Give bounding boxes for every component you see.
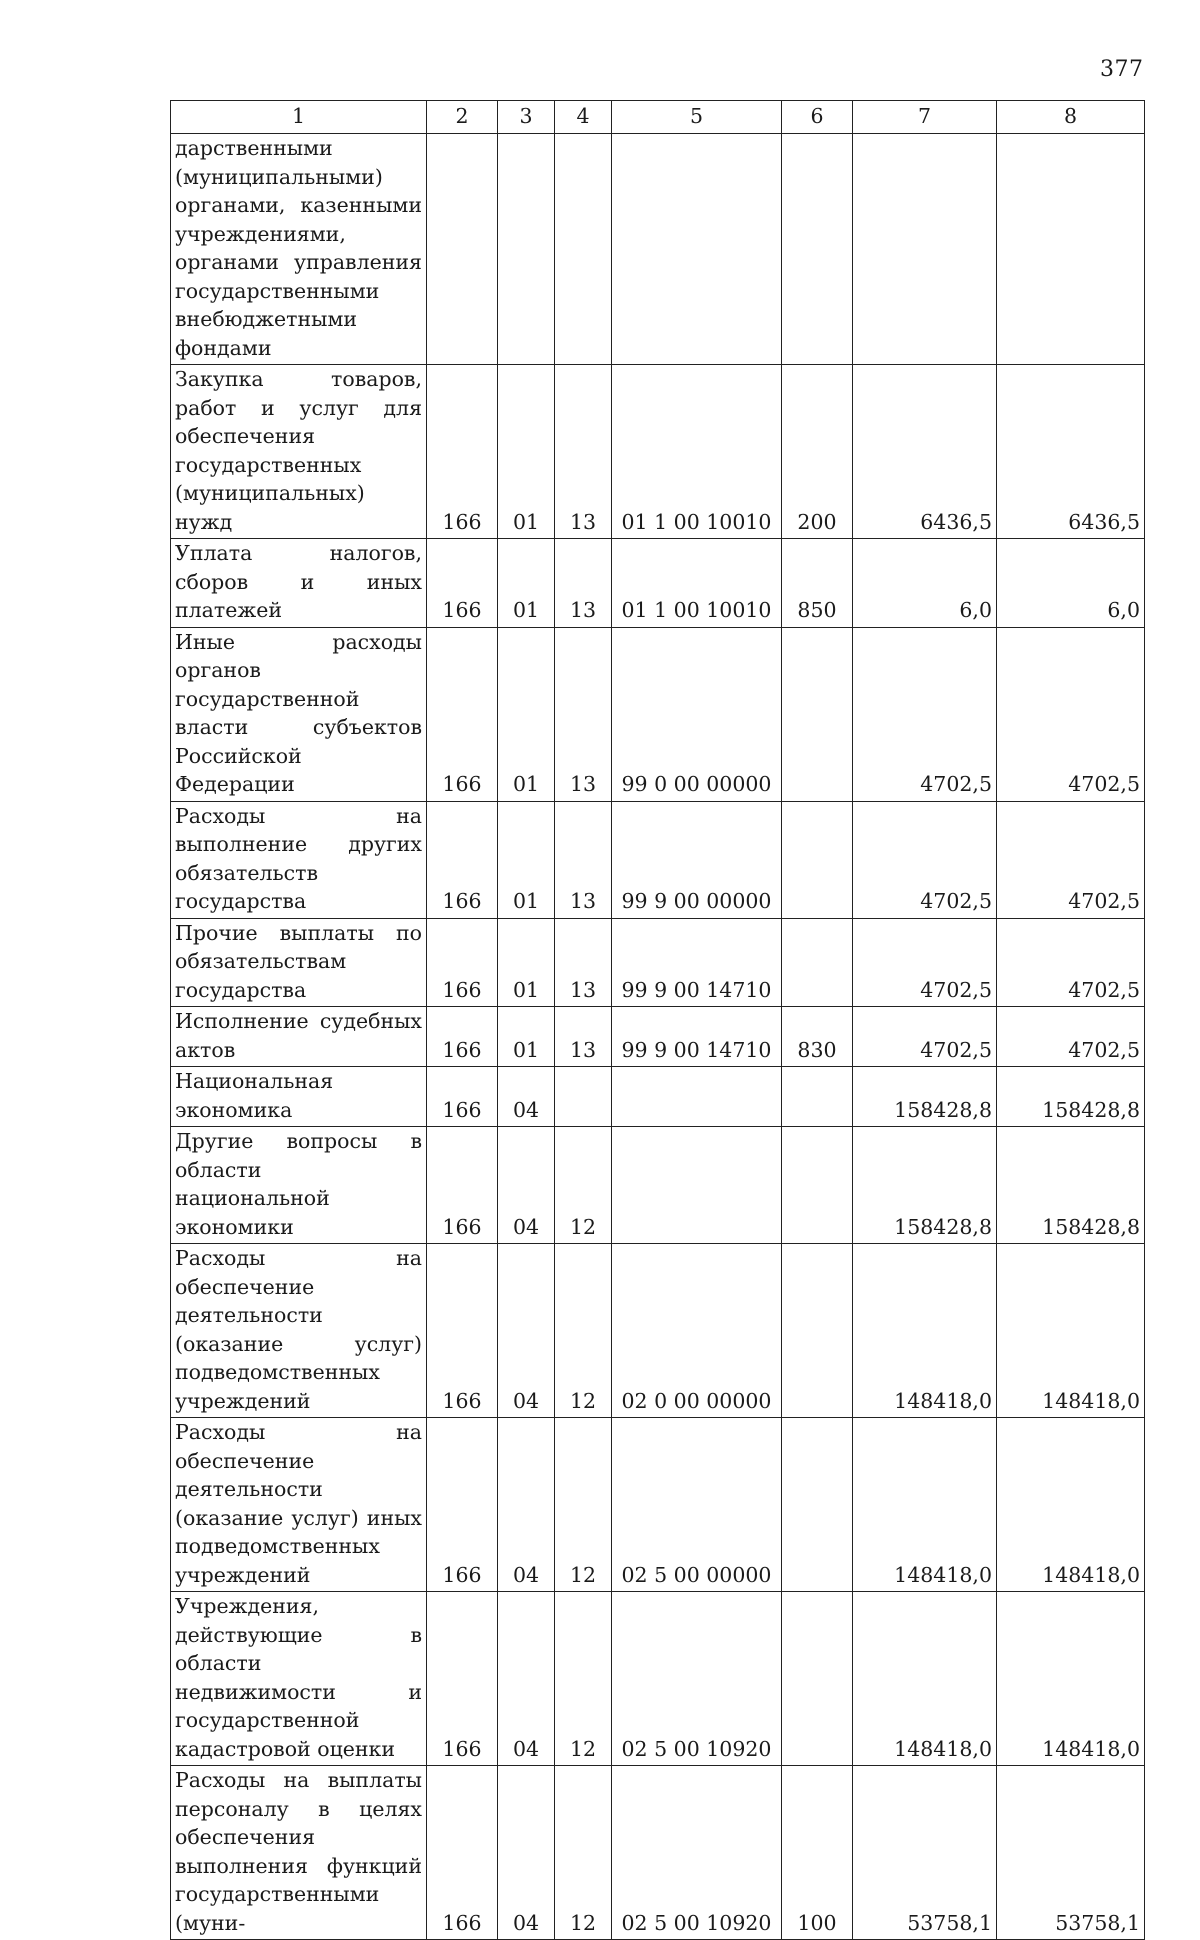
table-row [171,918,1145,1007]
cell-section: 01 [498,627,555,801]
cell-amount-1: 158428,8 [853,1067,997,1127]
row-name: Другие вопросы в области национальной экономики [171,1127,427,1244]
column-header: 3 [498,101,555,134]
cell-expense-type: 830 [782,1007,853,1067]
cell-amount-2: 6436,5 [997,365,1145,539]
cell-target-article [612,134,782,365]
cell-ministry: 166 [427,1127,498,1244]
cell-subsection: 13 [555,627,612,801]
cell-target-article: 99 0 00 00000 [612,627,782,801]
cell-amount-2 [997,134,1145,365]
cell-subsection: 13 [555,801,612,918]
cell-section: 04 [498,1766,555,1940]
column-header: 4 [555,101,612,134]
row-name: Прочие выплаты по обязательствам государства [171,918,427,1007]
cell-subsection: 12 [555,1244,612,1418]
table-row [171,1766,1145,1940]
cell-expense-type [782,801,853,918]
cell-target-article: 02 0 00 00000 [612,1244,782,1418]
column-header: 7 [853,101,997,134]
column-header: 5 [612,101,782,134]
cell-amount-1: 4702,5 [853,627,997,801]
table-row [171,539,1145,628]
cell-subsection [555,134,612,365]
cell-amount-1: 148418,0 [853,1244,997,1418]
cell-expense-type: 200 [782,365,853,539]
cell-amount-2: 4702,5 [997,801,1145,918]
cell-amount-1: 6436,5 [853,365,997,539]
cell-subsection: 13 [555,365,612,539]
cell-target-article: 02 5 00 00000 [612,1418,782,1592]
table-row [171,365,1145,539]
cell-amount-2: 4702,5 [997,1007,1145,1067]
row-name: Расходы на обеспечение деятельности (оказание услуг) иных подведомственных учреждений [171,1418,427,1592]
row-name: Учреждения, действующие в области недвижимости и государственной кадастровой оценки [171,1592,427,1766]
cell-amount-1: 53758,1 [853,1766,997,1940]
cell-expense-type [782,1127,853,1244]
cell-amount-2: 53758,1 [997,1766,1145,1940]
row-name: Национальная экономика [171,1067,427,1127]
cell-section: 01 [498,801,555,918]
cell-expense-type [782,1592,853,1766]
cell-ministry: 166 [427,539,498,628]
cell-subsection: 12 [555,1418,612,1592]
cell-section: 04 [498,1592,555,1766]
column-header: 2 [427,101,498,134]
cell-target-article: 99 9 00 00000 [612,801,782,918]
cell-ministry: 166 [427,1067,498,1127]
table-row [171,1244,1145,1418]
table-row [171,801,1145,918]
page-number: 377 [1100,57,1144,82]
cell-target-article: 01 1 00 10010 [612,365,782,539]
table-row [171,1418,1145,1592]
cell-amount-2: 4702,5 [997,627,1145,801]
cell-ministry: 166 [427,1592,498,1766]
cell-section: 01 [498,365,555,539]
cell-amount-2: 158428,8 [997,1067,1145,1127]
cell-section: 01 [498,1007,555,1067]
row-name: Исполнение судебных актов [171,1007,427,1067]
cell-amount-2: 148418,0 [997,1592,1145,1766]
cell-expense-type [782,1067,853,1127]
cell-target-article: 01 1 00 10010 [612,539,782,628]
cell-amount-1: 148418,0 [853,1418,997,1592]
cell-ministry: 166 [427,1007,498,1067]
cell-ministry: 166 [427,1766,498,1940]
cell-ministry: 166 [427,627,498,801]
cell-section: 04 [498,1418,555,1592]
cell-subsection [555,1067,612,1127]
table-row [171,1127,1145,1244]
cell-section: 04 [498,1127,555,1244]
cell-ministry: 166 [427,365,498,539]
table-header-row [171,101,1145,134]
cell-amount-2: 148418,0 [997,1418,1145,1592]
budget-table [170,100,1145,1940]
cell-expense-type: 100 [782,1766,853,1940]
cell-amount-1: 158428,8 [853,1127,997,1244]
cell-subsection: 12 [555,1127,612,1244]
cell-amount-1: 4702,5 [853,801,997,918]
cell-target-article: 02 5 00 10920 [612,1592,782,1766]
table-row [171,134,1145,365]
row-name: Уплата налогов, сборов и иных платежей [171,539,427,628]
cell-section: 04 [498,1244,555,1418]
cell-amount-1: 6,0 [853,539,997,628]
row-name: дарственными (муниципальными) органами, казенными учреждениями, органами управления государственными внебюджетными фондами [171,134,427,365]
cell-section [498,134,555,365]
cell-expense-type [782,134,853,365]
cell-ministry: 166 [427,1418,498,1592]
row-name: Расходы на обеспечение деятельности (оказание услуг) подведомственных учреждений [171,1244,427,1418]
cell-section: 01 [498,539,555,628]
row-name: Закупка товаров, работ и услуг для обеспечения государственных (муниципальных) нужд [171,365,427,539]
cell-target-article: 99 9 00 14710 [612,918,782,1007]
cell-expense-type [782,627,853,801]
cell-section: 04 [498,1067,555,1127]
cell-target-article [612,1127,782,1244]
table-row [171,627,1145,801]
cell-ministry [427,134,498,365]
cell-expense-type [782,1418,853,1592]
cell-amount-2: 4702,5 [997,918,1145,1007]
column-header: 6 [782,101,853,134]
column-header: 8 [997,101,1145,134]
cell-target-article [612,1067,782,1127]
cell-amount-1 [853,134,997,365]
cell-amount-1: 4702,5 [853,918,997,1007]
row-name: Иные расходы органов государственной власти субъектов Российской Федерации [171,627,427,801]
cell-expense-type: 850 [782,539,853,628]
cell-expense-type [782,918,853,1007]
cell-amount-1: 148418,0 [853,1592,997,1766]
row-name: Расходы на выполнение других обязательств государства [171,801,427,918]
row-name: Расходы на выплаты персоналу в целях обеспечения выполнения функций государственными (муни- [171,1766,427,1940]
cell-section: 01 [498,918,555,1007]
table-row [171,1592,1145,1766]
cell-target-article: 02 5 00 10920 [612,1766,782,1940]
column-header: 1 [171,101,427,134]
cell-subsection: 12 [555,1592,612,1766]
cell-target-article: 99 9 00 14710 [612,1007,782,1067]
cell-amount-2: 148418,0 [997,1244,1145,1418]
cell-subsection: 13 [555,1007,612,1067]
cell-subsection: 12 [555,1766,612,1940]
table-row [171,1007,1145,1067]
cell-ministry: 166 [427,918,498,1007]
cell-ministry: 166 [427,801,498,918]
cell-amount-2: 6,0 [997,539,1145,628]
cell-amount-1: 4702,5 [853,1007,997,1067]
cell-expense-type [782,1244,853,1418]
cell-ministry: 166 [427,1244,498,1418]
cell-amount-2: 158428,8 [997,1127,1145,1244]
cell-subsection: 13 [555,918,612,1007]
cell-subsection: 13 [555,539,612,628]
table-row [171,1067,1145,1127]
